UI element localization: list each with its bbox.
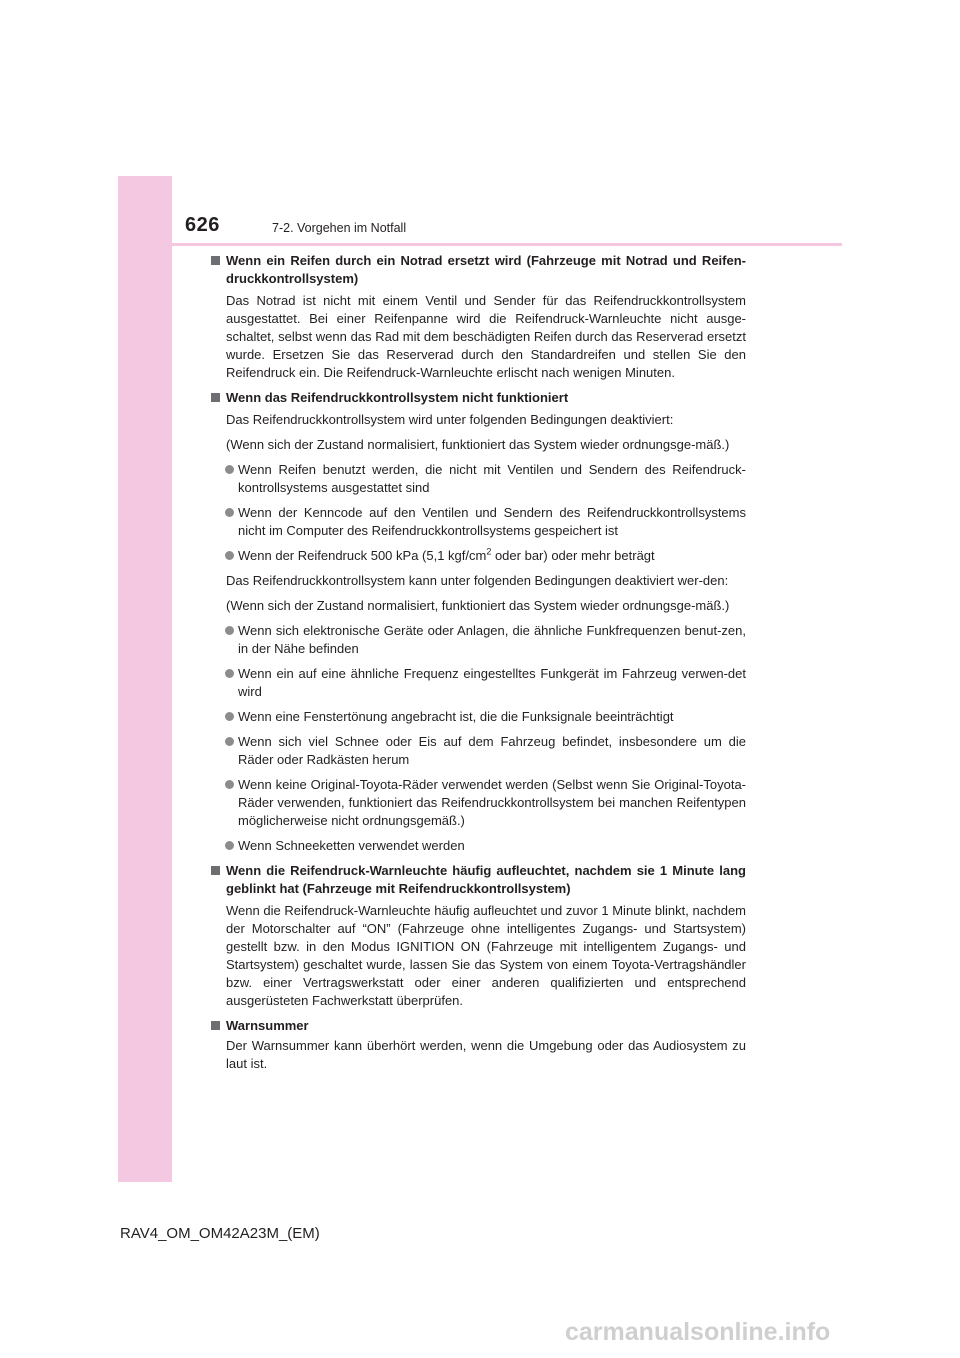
- superscript: 2: [486, 546, 492, 557]
- paragraph: Das Reifendruckkontrollsystem kann unter folgenden Bedingungen deaktiviert wer-den:: [226, 573, 729, 588]
- section-spare-tire: [210, 252, 746, 382]
- list-item: Wenn keine Original-Toyota-Räder verwendet werden (Selbst wenn Sie Original-Toyota-Räder verwenden, funktioniert das Reifendruckkontrollsystem bei manchen Reifentypen möglicherweise nicht ordnungsgemäß.): [210, 776, 746, 830]
- round-bullet-icon: [225, 669, 234, 678]
- list-item: Wenn Schneeketten verwendet werden: [210, 837, 746, 855]
- paragraph: Das Notrad ist nicht mit einem Ventil und Sender für das Reifendruckkontrollsystem ausgestattet. Bei einer Reifenpanne wird die Reifendruck-Warnleuchte nicht ausge-schaltet, selbst wenn das Rad mit dem beschädigten Reifen durch das Reserverad ersetzt wurde. Ersetzen Sie das Reserverad durch den Standardreifen und stellen Sie den Reifendruck ein. Die Reifendruck-Warnleuchte erlischt nach wenigen Minuten.: [226, 293, 746, 380]
- list-item: Wenn ein auf eine ähnliche Frequenz eingestelltes Funkgerät im Fahrzeug verwen-det wird: [210, 665, 746, 701]
- square-bullet-icon: [211, 256, 220, 265]
- list-item: Wenn sich elektronische Geräte oder Anlagen, die ähnliche Funkfrequenzen benut-zen, in der Nähe befinden: [210, 622, 746, 658]
- list-item: Wenn Reifen benutzt werden, die nicht mit Ventilen und Sendern des Reifendruck-kontrollsystems ausgestattet sind: [210, 461, 746, 497]
- section-warning-buzzer: [210, 1017, 746, 1073]
- round-bullet-icon: [225, 626, 234, 635]
- section-heading: Wenn die Reifendruck-Warnleuchte häufig aufleuchtet, nachdem sie 1 Minute lang geblinkt hat (Fahrzeuge mit Reifendruckkontrollsystem): [210, 862, 746, 898]
- chapter-tab-band: [118, 176, 172, 1182]
- section-heading: Wenn ein Reifen durch ein Notrad ersetzt wird (Fahrzeuge mit Notrad und Reifen-druckkontrollsystem): [210, 252, 746, 288]
- watermark: carmanualsonline.info: [565, 1318, 831, 1346]
- section-warning-light-blinks: [210, 862, 746, 1010]
- round-bullet-icon: [225, 780, 234, 789]
- list-item: Wenn eine Fenstertönung angebracht ist, die die Funksignale beeinträchtigt: [210, 708, 746, 726]
- paragraph-note: (Wenn sich der Zustand normalisiert, funktioniert das System wieder ordnungsge-mäß.): [226, 437, 730, 452]
- list-item: Wenn der Reifendruck 500 kPa (5,1 kgf/$cm^2$ oder bar) oder mehr beträgt: [210, 547, 746, 565]
- paragraph: Wenn die Reifendruck-Warnleuchte häufig aufleuchtet und zuvor 1 Minute blinkt, nachdem der Motorschalter auf “ON” (Fahrzeuge ohne intelligentes Zugangs- und Startsystem) gestellt bzw. in den Modus IGNITION ON (Fahrzeuge mit intelligentem Zugangs- und Startsystem) geschaltet wurde, lassen Sie das System von einem Toyota-Vertragshändler bzw. einer Vertragswerkstatt oder einer anderen qualifizierten und entsprechend ausgerüsteten Fachwerkstatt überprüfen.: [226, 903, 746, 1008]
- list-item: Wenn der Kenncode auf den Ventilen und Sendern des Reifendruckkontrollsystems nicht im Computer des Reifendruckkontrollsystems gespeichert ist: [210, 504, 746, 540]
- section-heading: Warnsummer: [210, 1017, 746, 1035]
- round-bullet-icon: [225, 508, 234, 517]
- square-bullet-icon: [211, 1021, 220, 1030]
- square-bullet-icon: [211, 866, 220, 875]
- round-bullet-icon: [225, 712, 234, 721]
- round-bullet-icon: [225, 841, 234, 850]
- paragraph: Das Reifendruckkontrollsystem wird unter folgenden Bedingungen deaktiviert:: [226, 412, 674, 427]
- section-heading: Wenn das Reifendruckkontrollsystem nicht funktioniert: [210, 389, 746, 407]
- section-tpms-not-working: [210, 389, 746, 855]
- chapter-title: 7-2. Vorgehen im Notfall: [272, 221, 407, 235]
- page-number: 626: [185, 214, 220, 236]
- header-rule: [172, 243, 842, 246]
- round-bullet-icon: [225, 551, 234, 560]
- page-content: [210, 252, 746, 1080]
- list-item: Wenn sich viel Schnee oder Eis auf dem Fahrzeug befindet, insbesondere um die Räder oder Radkästen herum: [210, 733, 746, 769]
- document-code-footer: RAV4_OM_OM42A23M_(EM): [120, 1225, 320, 1242]
- square-bullet-icon: [211, 393, 220, 402]
- round-bullet-icon: [225, 465, 234, 474]
- round-bullet-icon: [225, 737, 234, 746]
- paragraph-note: (Wenn sich der Zustand normalisiert, funktioniert das System wieder ordnungsge-mäß.): [226, 598, 730, 613]
- paragraph: Der Warnsummer kann überhört werden, wenn die Umgebung oder das Audiosystem zu laut ist.: [226, 1038, 746, 1071]
